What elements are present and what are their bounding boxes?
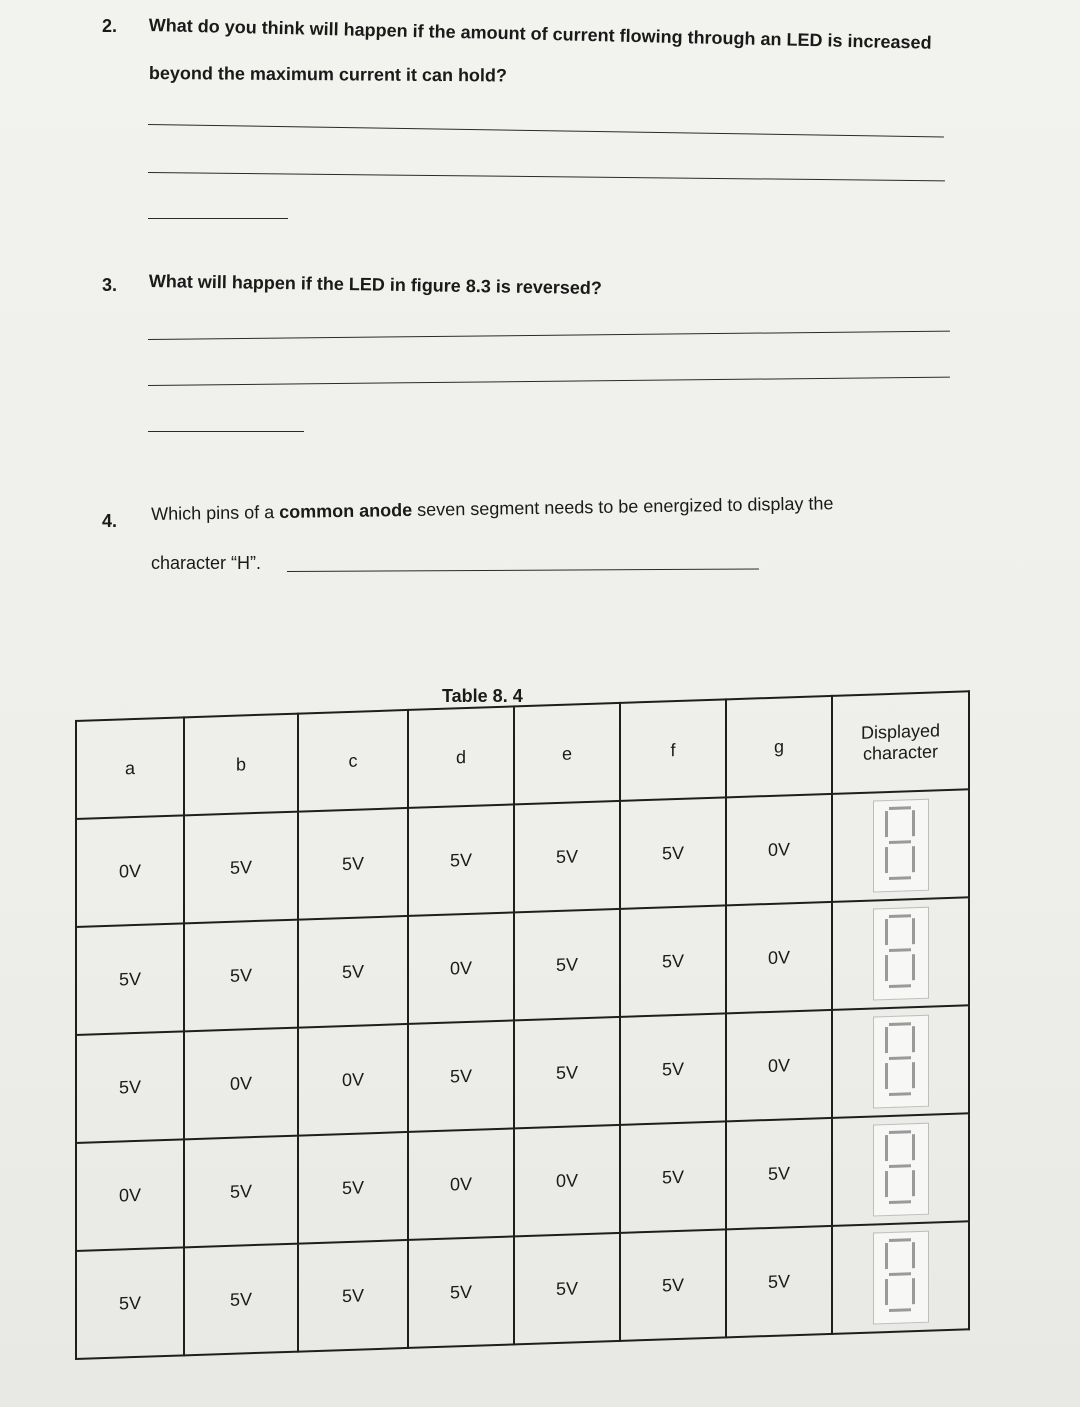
- cell-a: 0V: [76, 815, 184, 927]
- cell-d: 5V: [408, 1236, 514, 1348]
- header-g: g: [726, 696, 832, 798]
- cell-g: 0V: [726, 902, 832, 1014]
- cell-b: 5V: [184, 920, 298, 1032]
- cell-b: 5V: [184, 1136, 298, 1248]
- cell-g: 5V: [726, 1226, 832, 1338]
- question-3-text: What will happen if the LED in figure 8.3 is reversed?: [148, 270, 603, 299]
- cell-c: 5V: [298, 1132, 408, 1244]
- cell-a: 5V: [76, 1031, 184, 1143]
- seven-segment-diagram-icon: [873, 907, 929, 1001]
- seven-segment-diagram-icon: [873, 1015, 929, 1109]
- answer-line: [148, 431, 304, 432]
- question-4-text-line2: character “H”.: [151, 553, 262, 573]
- cell-displayed-character: [832, 897, 969, 1010]
- answer-line: [148, 331, 950, 340]
- table-title: Table 8. 4: [442, 686, 523, 706]
- header-d: d: [408, 706, 514, 808]
- cell-e: 5V: [514, 801, 620, 913]
- seven-segment-diagram-icon: [873, 1123, 929, 1217]
- cell-b: 0V: [184, 1028, 298, 1140]
- question-4-number: 4.: [102, 511, 118, 531]
- cell-f: 5V: [620, 1229, 726, 1341]
- cell-c: 5V: [298, 916, 408, 1028]
- cell-g: 5V: [726, 1118, 832, 1230]
- header-c: c: [298, 710, 408, 812]
- cell-f: 5V: [620, 1013, 726, 1125]
- cell-d: 0V: [408, 912, 514, 1024]
- cell-d: 5V: [408, 1020, 514, 1132]
- question-2-text-line1: What do you think will happen if the amount of current flowing through an LED is increased: [148, 14, 932, 53]
- answer-line: [148, 377, 950, 386]
- answer-line: [148, 124, 944, 138]
- cell-a: 5V: [76, 923, 184, 1035]
- cell-c: 5V: [298, 808, 408, 920]
- header-e: e: [514, 703, 620, 805]
- header-b: b: [184, 714, 298, 816]
- seven-segment-diagram-icon: [873, 799, 929, 893]
- cell-e: 0V: [514, 1125, 620, 1237]
- cell-d: 0V: [408, 1128, 514, 1240]
- question-3-number: 3.: [102, 275, 118, 295]
- segment-voltage-table: [75, 690, 970, 1360]
- question-2-number: 2.: [102, 16, 118, 36]
- cell-e: 5V: [514, 1017, 620, 1129]
- cell-displayed-character: [832, 1221, 969, 1334]
- answer-line: [287, 569, 759, 572]
- answer-line: [148, 172, 945, 181]
- answer-line: [148, 218, 288, 219]
- cell-g: 0V: [726, 794, 832, 906]
- cell-g: 0V: [726, 1010, 832, 1122]
- header-f: f: [620, 699, 726, 801]
- cell-e: 5V: [514, 1233, 620, 1345]
- cell-a: 0V: [76, 1139, 184, 1251]
- header-displayed-character: Displayed character: [832, 691, 969, 794]
- cell-b: 5V: [184, 812, 298, 924]
- cell-e: 5V: [514, 909, 620, 1021]
- cell-c: 5V: [298, 1240, 408, 1352]
- cell-d: 5V: [408, 804, 514, 916]
- seven-segment-diagram-icon: [873, 1231, 929, 1325]
- cell-displayed-character: [832, 1113, 969, 1226]
- question-2-text-line2: beyond the maximum current it can hold?: [148, 62, 508, 86]
- cell-a: 5V: [76, 1247, 184, 1359]
- cell-displayed-character: [832, 789, 969, 902]
- cell-f: 5V: [620, 905, 726, 1017]
- cell-f: 5V: [620, 1121, 726, 1233]
- header-a: a: [76, 717, 184, 819]
- cell-b: 5V: [184, 1244, 298, 1356]
- question-4-text-line1: Which pins of a common anode seven segment needs to be energized to display the: [151, 493, 834, 524]
- cell-f: 5V: [620, 797, 726, 909]
- cell-displayed-character: [832, 1005, 969, 1118]
- cell-c: 0V: [298, 1024, 408, 1136]
